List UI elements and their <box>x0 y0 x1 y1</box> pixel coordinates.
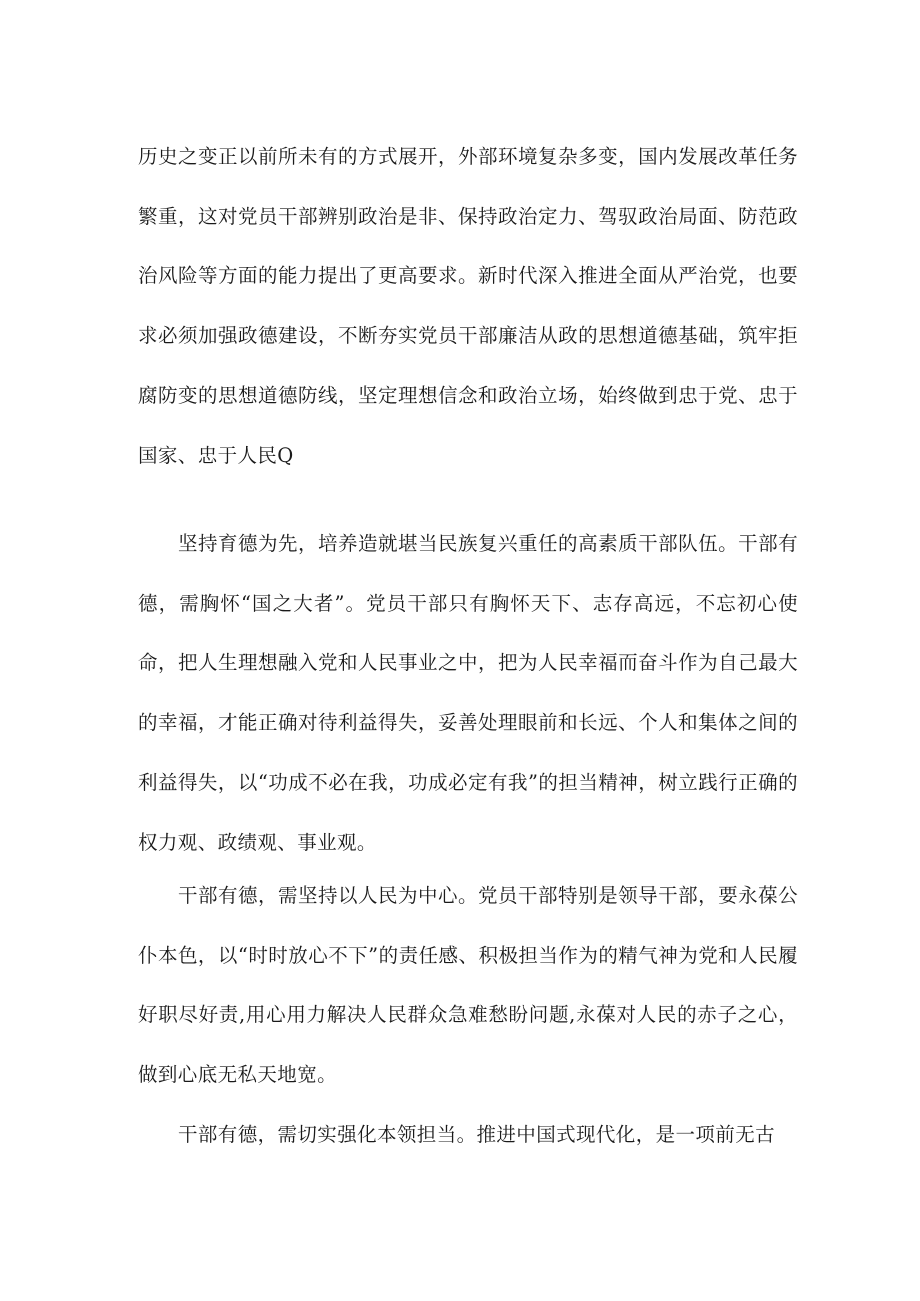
paragraph-cultivate-virtue: 坚持育德为先，培养造就堪当民族复兴重任的高素质干部队伍。干部有德，需胸怀“国之大者”。党员干部只有胸怀天下、志存高远，不忘初心使命，把人生理想融入党和人民事业之中，把为人民幸福而奋斗作为自己最大的幸福，才能正确对待利益得失，妥善处理眼前和长远、个人和集体之间的利益得失，以“功成不必在我，功成必定有我”的担当精神，树立践行正确的权力观、政绩观、事业观。 <box>138 532 798 854</box>
paragraph-capability: 干部有德，需切实强化本领担当。推进中国式现代化，是一项前无古 <box>178 1123 776 1146</box>
paragraph-continued: 历史之变正以前所未有的方式展开，外部环境复杂多变，国内发展改革任务繁重，这对党员干部辨别政治是非、保持政治定力、驾驭政治局面、防范政治风险等方面的能力提出了更高要求。新时代深入推进全面从严治党，也要求必须加强政德建设，不断夯实党员干部廉洁从政的思想道德基础，筑牢拒腐防变的思想道德防线，坚定理想信念和政治立场，始终做到忠于党、忠于国家、忠于人民Q <box>138 145 798 467</box>
paragraph-people-centered: 干部有德，需坚持以人民为中心。党员干部特别是领导干部，要永葆公仆本色，以“时时放心不下”的责任感、积极担当作为的精气神为党和人民履好职尽好责,用心用力解决人民群众急难愁盼问题,永葆对人民的赤子之心，做到心底无私天地宽。 <box>138 884 798 1087</box>
